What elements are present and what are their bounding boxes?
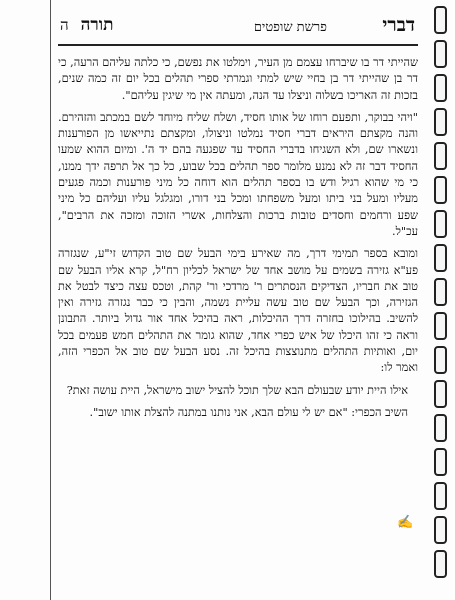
paragraph-4: אילו היית יודע שבעולם הבא שלך תוכל להציל ישוב מישראל, היית עושה זאת?: [66, 383, 408, 397]
handwritten-mark: ✍: [397, 515, 414, 530]
header-section-title: דברי: [382, 14, 415, 36]
binding-ring: [434, 448, 447, 476]
binding-ring: [434, 108, 447, 136]
binding-ring: [434, 414, 447, 442]
spiral-binding: [429, 0, 447, 600]
header-book-title: תורה: [80, 15, 114, 35]
binding-ring: [434, 210, 447, 238]
binding-ring: [434, 176, 447, 204]
binding-ring: [434, 380, 447, 408]
header-rule: [58, 44, 418, 46]
page-header: [60, 14, 415, 42]
left-margin-line: [50, 0, 51, 600]
binding-ring: [434, 516, 447, 544]
binding-ring: [434, 244, 447, 272]
binding-ring: [434, 74, 447, 102]
header-book: [60, 15, 114, 35]
binding-ring: [434, 278, 447, 306]
page-body: [58, 55, 418, 427]
binding-ring: [434, 312, 447, 340]
binding-ring: [434, 482, 447, 510]
paragraph-2: "ויהי בבוקר, ותפעם רוחו של אותו חסיד, ושלח שליח מיוחד לשם במכתב והזהירם. והנה מקצתם היראים דברי חסיד נמלטו וניצולו, ומקצתם נתייאשו מן הפורענות ונשארו שם, ולא השגיחו בדברי החסיד עד שפגעה בהם יד ה'. ומיום ההוא שמעו החסיד דבר זה לא נמנע מלומר ספר תהלים בכל שבוע, כל כך אל תרפה ידך ממנו, כי מי שהוא רגיל ודש בו בספר תהלים הוא דוחה כל מיני פורענות וכמה פגעים מעליו ומעל בני ביתו ומעל משפחתו ומכל בני דורו, ומגלגל עליו ועליהם כל מיני שפע ורחמים וחסדים טובות ברכות והצלחות, אשרי הזוכה ומזכה את הרבים", עכ"ל.: [58, 110, 418, 238]
paragraph-3: ומובא בספר תמימי דרך, מה שאירע בימי הבעל שם טוב הקדוש זי"ע, שנגזרה פע"א גזירה בשמים על מושב אחד של ישראל לכליון רח"ל, קרא אליו הבעל שם טוב את חבריו, הצדיקים הנסתרים ר' מרדכי ור' קהת, וטכס עצה כיצד לבטל את הגזירה, וכך הבעל שם טוב עשה עליית נשמה, והבין כי כבר נגזרה גזירה ואין להשיב. בהילוכו בחזרה דרך ההיכלות, ראה בהיכל אחד אור גדול ביותר. התבונן וראה כי זהו היכלו של איש כפרי אחד, שהוא גומר את התהלים חמש פעמים בכל יום, ואותיות התהלים מתנוצצות בהיכל זה. נסע הבעל שם טוב אל הכפרי הזה, ואמר לו:: [58, 247, 418, 375]
paragraph-1: שהייתי דר בו שיברחו עצמם מן העיר, וימלטו את נפשם, כי כלתה עליהם הרעה, כי דר בן שהייתי דר בן בחיי שיש למתי וגמרתי ספרי תהלים בכל יום זה כמה שנים, בזכות זה האריכו בשלוה וניצלו עד הנה, ומעתה אין מי שיגין עליהם".: [58, 56, 418, 102]
header-parasha: פרשת שופטים: [253, 20, 327, 35]
binding-ring: [434, 6, 447, 34]
binding-ring: [434, 346, 447, 374]
binding-ring: [434, 550, 447, 578]
paragraph-5: השיב הכפרי: "אם יש לי עולם הבא, אני נותנו במתנה להצלת אותו ישוב".: [89, 405, 408, 419]
header-book-letter: ה: [60, 16, 69, 34]
binding-ring: [434, 40, 447, 68]
binding-ring: [434, 142, 447, 170]
